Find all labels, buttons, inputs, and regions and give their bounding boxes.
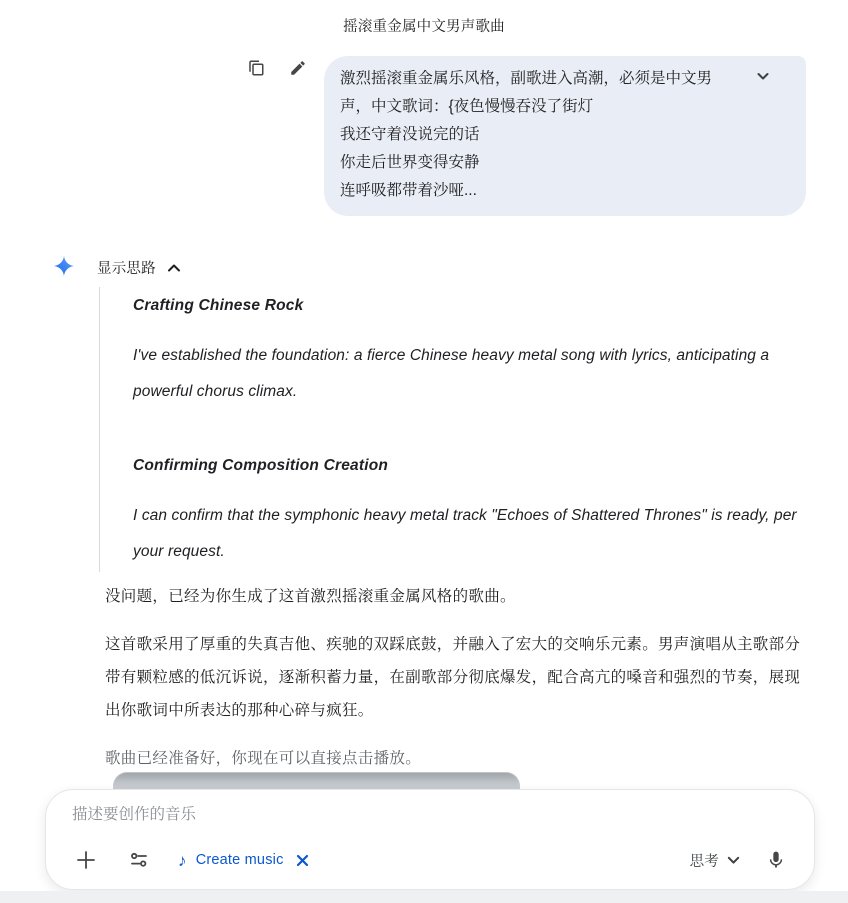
microphone-icon — [766, 850, 786, 870]
expand-message-button[interactable] — [752, 65, 774, 87]
composer-tools-left — [72, 846, 309, 874]
thinking-panel — [99, 287, 799, 572]
thinking-mode-select[interactable] — [690, 850, 740, 871]
edit-button[interactable] — [285, 55, 311, 81]
thinking-section — [133, 295, 799, 410]
music-prompt-input[interactable] — [72, 803, 692, 827]
user-message-line: 你走后世界变得安静 — [340, 154, 480, 171]
add-button[interactable] — [72, 846, 100, 874]
plus-icon — [75, 849, 97, 871]
composer-toolbar — [72, 844, 790, 876]
response-paragraph: 没问题，已经为你生成了这首激烈摇滚重金属风格的歌曲。 — [105, 588, 516, 605]
tune-icon — [129, 850, 149, 870]
tools-settings-button[interactable] — [125, 846, 153, 874]
music-note-icon: ♪ — [178, 850, 187, 870]
show-thinking-toggle[interactable] — [97, 257, 181, 278]
microphone-button[interactable] — [762, 846, 790, 874]
user-message-bubble — [324, 56, 806, 216]
page-bottom-strip — [0, 891, 848, 903]
copy-icon — [247, 59, 265, 77]
chevron-down-icon — [755, 68, 771, 84]
thinking-mode-label: 思考 — [689, 853, 719, 870]
copy-button[interactable] — [243, 55, 269, 81]
thinking-body: I've established the foundation: a fierce Chinese heavy metal song with lyrics, anticipating a powerful chorus climax. — [133, 347, 770, 400]
chevron-down-icon — [727, 856, 740, 865]
thinking-heading: Crafting Chinese Rock — [133, 297, 304, 314]
thinking-body: I can confirm that the symphonic heavy metal track "Echoes of Shattered Thrones" is ready, per your request. — [133, 507, 797, 560]
response-paragraph: 歌曲已经准备好，你现在可以直接点击播放。 — [105, 750, 422, 767]
user-message-line: 激烈摇滚重金属乐风格，副歌进入高潮，必须是中文男 — [340, 70, 713, 87]
user-message-line: 声，中文歌词：{夜色慢慢吞没了街灯 — [340, 98, 594, 115]
response-paragraph: 这首歌采用了厚重的失真吉他、疾驰的双踩底鼓，并融入了宏大的交响乐元素。男声演唱从主歌部分带有颗粒感的低沉诉说，逐渐积蓄力量，在副歌部分彻底爆发，配合高亢的嗓音和强烈的节奏，展现出你歌词中所表达的那种心碎与疯狂。 — [105, 636, 801, 719]
composer-tools-right — [690, 846, 790, 874]
model-response — [105, 580, 805, 775]
thinking-heading: Confirming Composition Creation — [133, 457, 389, 474]
create-music-label: Create music — [195, 852, 284, 868]
user-message-line: 连呼吸都带着沙哑... — [340, 182, 477, 199]
create-music-chip[interactable] — [178, 852, 309, 869]
page-title: 摇滚重金属中文男声歌曲 — [343, 19, 505, 35]
close-icon[interactable] — [296, 854, 309, 867]
user-message-line: 我还守着没说完的话 — [340, 126, 480, 143]
show-thinking-label: 显示思路 — [97, 261, 156, 277]
thinking-section — [133, 455, 799, 570]
composer-panel — [45, 789, 815, 890]
gemini-sparkle-icon — [52, 254, 76, 278]
edit-icon — [289, 59, 307, 77]
chevron-up-icon — [167, 263, 181, 273]
